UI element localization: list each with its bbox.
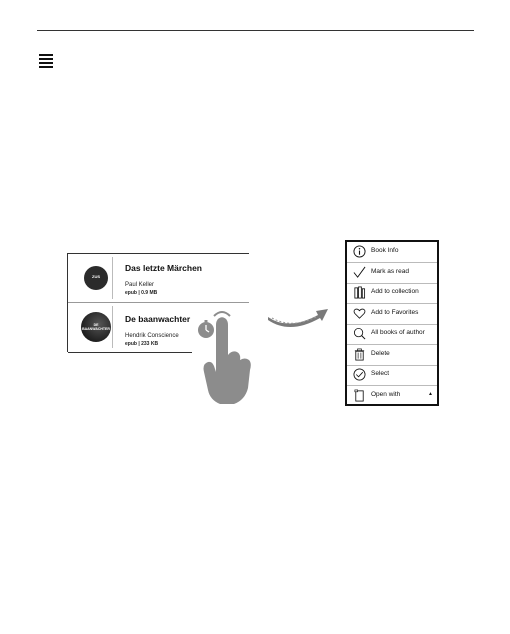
menu-item-label: All books of author: [371, 329, 425, 336]
menu-item-label: Open with: [371, 390, 401, 398]
menu-item-label: Add to collection: [371, 288, 419, 295]
book-meta: epub | 0.9 MB: [125, 290, 158, 296]
hand-tap-icon: [190, 300, 260, 405]
search-icon: [353, 327, 366, 340]
select-icon: [353, 368, 366, 381]
menu-item-delete[interactable]: [347, 345, 437, 366]
book-meta: epub | 233 KB: [125, 341, 159, 347]
book-title: Das letzte Märchen: [125, 263, 202, 273]
list-item[interactable]: [68, 254, 249, 303]
cover-text: DE BAANWACHTER: [82, 323, 110, 331]
menu-item-book-info[interactable]: [347, 242, 437, 263]
cover-text: ZUS: [92, 274, 100, 279]
trash-icon: [353, 348, 366, 361]
book-title: De baanwachter: [125, 314, 191, 324]
menu-item-label: Add to Favorites: [371, 308, 419, 316]
menu-item-select[interactable]: [347, 365, 437, 386]
books-icon: [353, 286, 366, 299]
menu-item-open-with[interactable]: [347, 386, 437, 406]
menu-item-all-books-of-author[interactable]: [347, 324, 437, 345]
book-cover: [80, 257, 113, 299]
open-with-icon: [353, 389, 366, 402]
menu-item-label: Mark as read: [371, 267, 409, 275]
arrow-icon: [266, 303, 330, 329]
caret-up-icon: ▲: [428, 390, 433, 397]
checkmark-icon: [353, 266, 366, 279]
book-cover: [80, 306, 113, 348]
book-author: Hendrik Conscience: [125, 333, 179, 339]
info-icon: [353, 245, 366, 258]
menu-item-add-to-favorites[interactable]: [347, 304, 437, 325]
book-author: Paul Keller: [125, 282, 155, 288]
menu-item-label: Delete: [371, 349, 390, 357]
heart-icon: [353, 307, 366, 320]
menu-icon: [39, 54, 53, 68]
menu-item-mark-as-read[interactable]: [347, 263, 437, 284]
menu-item-label: Book Info: [371, 247, 399, 254]
header-rule: [37, 30, 474, 31]
context-menu: [345, 240, 439, 406]
menu-item-label: Select: [371, 370, 390, 377]
menu-item-add-to-collection[interactable]: [347, 283, 437, 304]
